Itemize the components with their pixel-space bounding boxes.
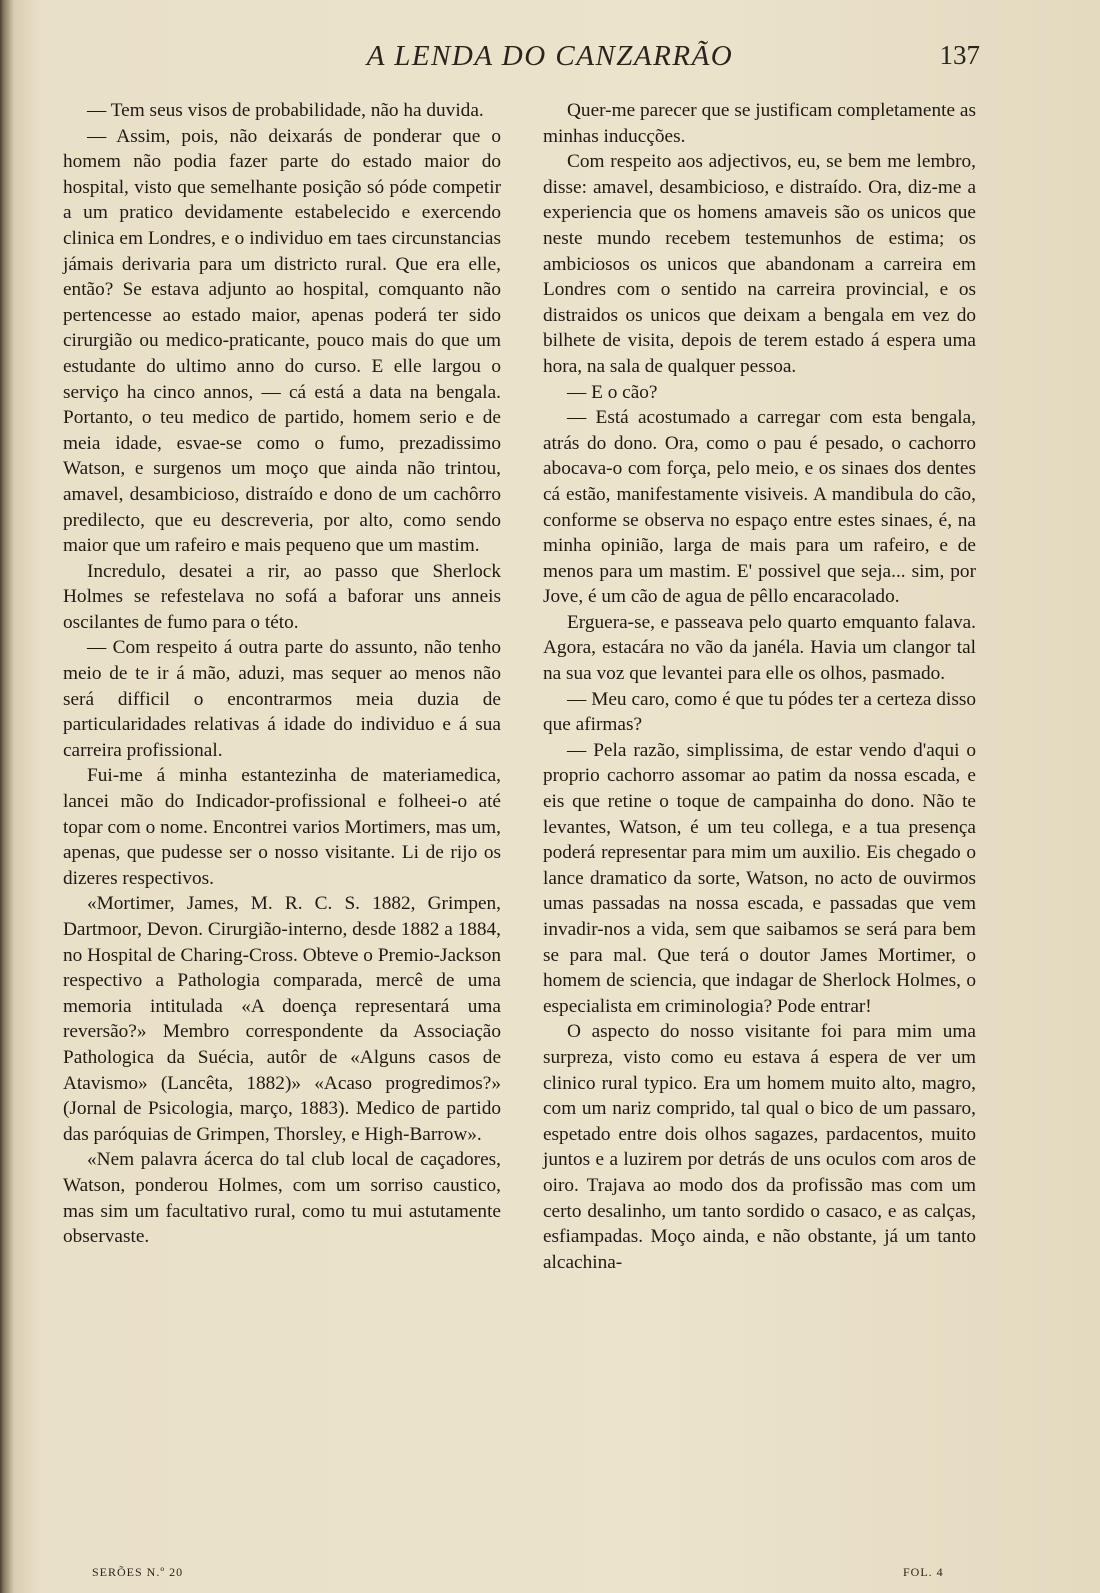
paragraph: «Nem palavra ácerca do tal club local de caçadores, Watson, ponderou Holmes, com um sorriso caustico, mas sim um facultativo rural, como tu mui astutamente observaste. [63, 1149, 501, 1248]
signature-mark-right: FOL. 4 [903, 1565, 944, 1579]
paragraph: Fui-me á minha estantezinha de materiamedica, lancei mão do Indicador-profissional e folheei-o até topar com o nome. Encontrei varios Mortimers, mas um, apenas, que pudesse ser o nosso visitante. Li de rijo os dizeres respectivos. [63, 765, 501, 889]
paragraph: — Pela razão, simplissima, de estar vendo d'aqui o proprio cachorro assomar ao patim da nossa escada, e eis que retine o toque de campainha do dono. Não te levantes, Watson, é um teu collega, e a tua presença poderá representar para mim um auxilio. Eis chegado o lance dramatico da sorte, Watson, no acto de ouvirmos umas passadas na nossa escada, e passadas que vem invadir-nos a vida, sem que saibamos se será para bem se para mal. Que terá o doutor James Mortimer, o homem de sciencia, que indagar de Sherlock Holmes, o especialista em criminologia? Pode entrar! [543, 739, 976, 1017]
page-footer [0, 1565, 1100, 1585]
running-title: A LENDA DO CANZARRÃO [366, 40, 734, 72]
paragraph: Erguera-se, e passeava pelo quarto emquanto falava. Agora, estacára no vão da janéla. Havia um clangor tal na sua voz que levantei para elle os olhos, pasmado. [543, 611, 976, 685]
paragraph: — Tem seus visos de probabilidade, não ha duvida. [87, 100, 484, 121]
paragraph: — Assim, pois, não deixarás de ponderar que o homem não podia fazer parte do estado maior do hospital, visto que semelhante posição só póde competir a um pratico devidamente estabelecido e exercendo clinica em Londres, e o individuo em taes circunstancias jámais derivaria para um districto rural. Que era elle, então? Se estava adjunto ao hospital, comquanto não pertencesse ao estado maior, apenas poderá ter sido cirurgião ou medico-praticante, pouco mais do que um estudante do ultimo anno do curso. E elle largou o serviço ha cinco annos, — cá está a data na bengala. Portanto, o teu medico de partido, homem serio e de meia idade, esvae-se como o fumo, prezadissimo Watson, e surgenos um moço que ainda não trintou, amavel, desambicioso, distraído e dono de um cachôrro predilecto, que eu descreveria, por alto, como sendo maior que um rafeiro e mais pequeno que um mastim. [63, 125, 501, 557]
signature-mark-left: SERÕES N.º 20 [92, 1565, 184, 1579]
left-column [63, 98, 501, 1250]
paragraph: — Com respeito á outra parte do assunto, não tenho meio de te ir á mão, aduzi, mas sequer ao menos não será difficil o encontrarmos meia duzia de particularidades relativas á idade do individuo e á sua carreira profissional. [63, 637, 501, 761]
paragraph: «Mortimer, James, M. R. C. S. 1882, Grimpen, Dartmoor, Devon. Cirurgião-interno, desde 1882 a 1884, no Hospital de Charing-Cross. Obteve o Premio-Jackson respectivo a Pathologia comparada, mercê de uma memoria intitulada «A doença representará uma reversão?» Membro correspondente da Associação Pathologica da Suécia, autôr de «Alguns casos de Atavismo» (Lancêta, 1882)» «Acaso progredimos?» (Jornal de Psicologia, março, 1883). Medico de partido das paróquias de Grimpen, Thorsley, e High-Barrow». [63, 893, 501, 1145]
paragraph: — E o cão? [567, 381, 658, 403]
page-number: 137 [939, 40, 980, 70]
paragraph: Quer-me parecer que se justificam completamente as minhas inducções. [543, 100, 976, 147]
page-header [0, 38, 1100, 78]
paragraph: Com respeito aos adjectivos, eu, se bem me lembro, disse: amavel, desambicioso, e distraído. Ora, diz-me a experiencia que os homens amaveis são os unicos que neste mundo recebem testemunhos de estima; os ambiciosos os unicos que abandonam a carreira em Londres com o sentido na carreira provincial, e os distraidos os unicos que deixam a bengala em vez do bilhete de visita, depois de terem estado á espera uma hora, na sala de qualquer pessoa. [543, 151, 976, 377]
right-column [543, 98, 976, 1275]
paragraph: — Está acostumado a carregar com esta bengala, atrás do dono. Ora, como o pau é pesado, o cachorro abocava-o com força, pelo meio, e os sinaes dos dentes cá estão, manifestamente visiveis. A mandibula do cão, conforme se observa no espaço entre estes sinaes, é, na minha opinião, larga de mais para um rafeiro, e de menos para um mastim. E' possivel que seja... sim, por Jove, é um cão de agua de pêllo encaracolado. [543, 407, 976, 608]
paragraph: O aspecto do nosso visitante foi para mim uma surpreza, visto como eu estava á espera de ver um clinico rural typico. Era um homem muito alto, magro, com um nariz comprido, tal qual o bico de um passaro, espetado entre dois olhos sagazes, pardacentos, muito juntos e a luzirem por detrás de uns oculos com aros de oiro. Trajava ao modo dos da profissão mas com um certo desalinho, um tanto sordido o casaco, e as calças, esfiampadas. Moço ainda, e não obstante, já um tanto alcachina- [543, 1021, 976, 1273]
paragraph: Incredulo, desatei a rir, ao passo que Sherlock Holmes se refestelava no sofá a baforar uns anneis oscilantes de fumo para o této. [63, 560, 501, 633]
paragraph: — Meu caro, como é que tu pódes ter a certeza disso que afirmas? [543, 688, 976, 736]
